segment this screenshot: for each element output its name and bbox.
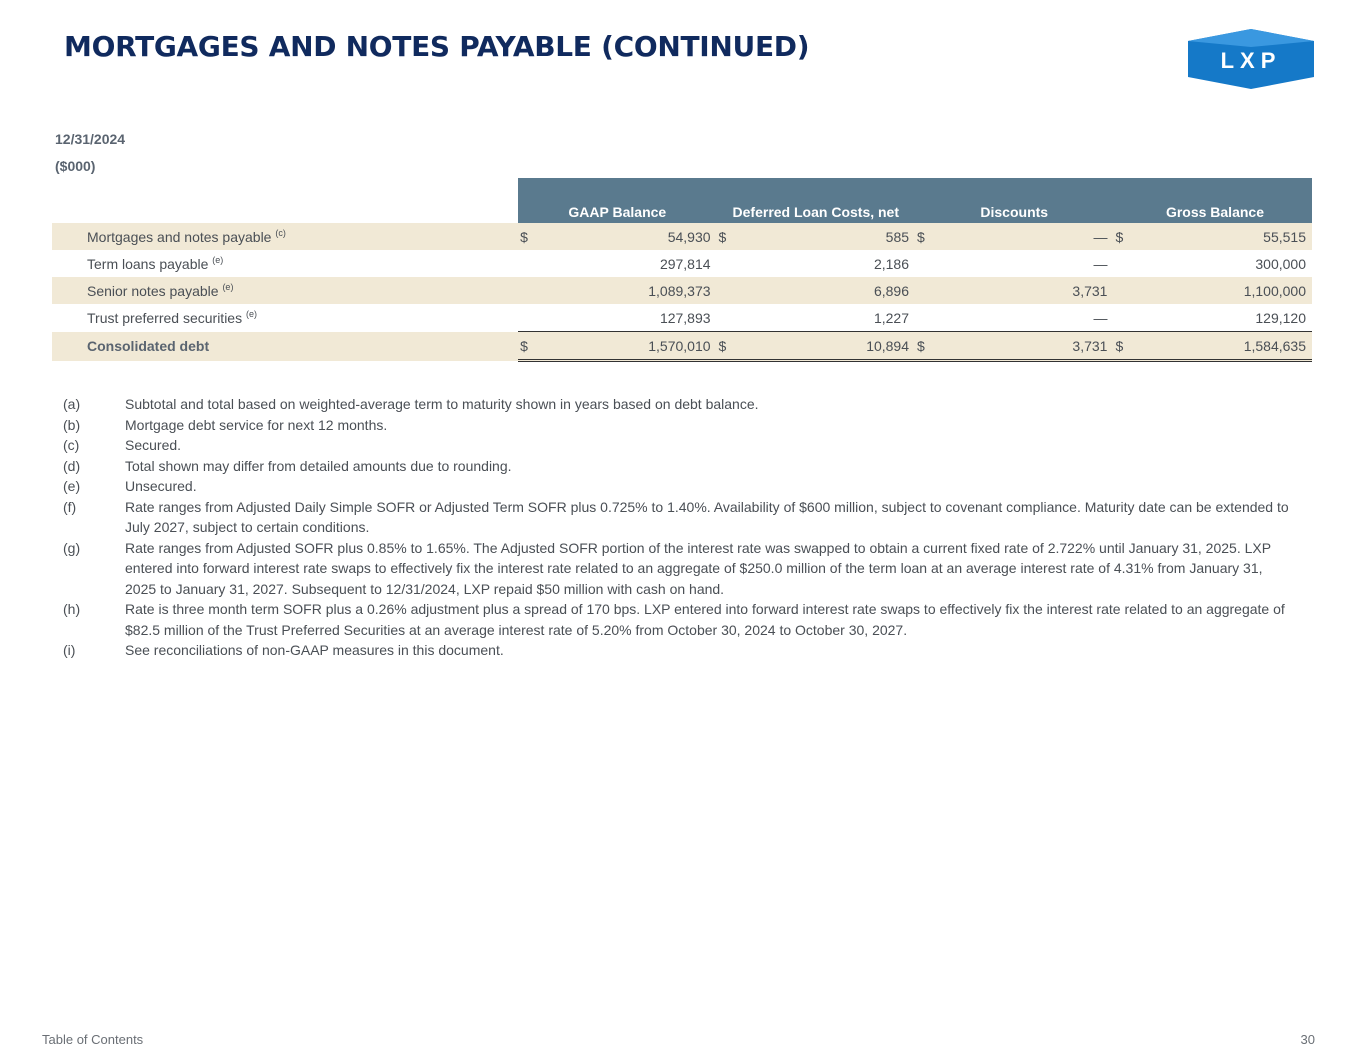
currency-symbol bbox=[717, 250, 738, 277]
currency-symbol: $ bbox=[717, 223, 738, 250]
footnote bbox=[63, 538, 1293, 600]
footnote-ref: (e) bbox=[245, 308, 257, 319]
footnotes bbox=[63, 394, 1293, 661]
page-number: 30 bbox=[1300, 1032, 1315, 1047]
gross-balance-cell: 129,120 bbox=[1255, 309, 1306, 326]
currency-symbol bbox=[1113, 304, 1134, 332]
footnote bbox=[63, 435, 1293, 456]
row-label: Senior notes payable $^{(e)}$ bbox=[52, 277, 518, 304]
discounts-cell: — bbox=[1093, 309, 1108, 326]
footnote-text: Subtotal and total based on weighted-average term to maturity shown in years based on debt balance. bbox=[125, 396, 759, 412]
currency-symbol: $ bbox=[717, 332, 738, 361]
footnote bbox=[63, 415, 1293, 436]
gross-balance-total: 1,584,635 bbox=[1135, 332, 1312, 361]
footnote-text: Rate ranges from Adjusted Daily Simple SOFR or Adjusted Term SOFR plus 0.725% to 1.40%. Availability of $600 million, subject to covenant compliance. Maturity date can be extended to July 2027, subject to certain conditions. bbox=[125, 498, 1289, 535]
footnote-marker: (g) bbox=[63, 539, 81, 556]
discounts-total: 3,731 bbox=[936, 332, 1113, 361]
footnote-marker: (d) bbox=[63, 457, 81, 474]
currency-symbol bbox=[518, 250, 539, 277]
deferred-costs-total: 10,894 bbox=[738, 332, 915, 361]
footnote bbox=[63, 497, 1293, 538]
footnote-marker: (h) bbox=[63, 601, 81, 617]
gross-balance-cell: 1,100,000 bbox=[1135, 277, 1312, 304]
footnote bbox=[63, 476, 1293, 497]
footnote-ref: (e) bbox=[212, 254, 224, 265]
footnote-marker: (a) bbox=[63, 396, 81, 412]
date-label: 12/31/2024 bbox=[55, 131, 126, 147]
header-gross-balance: Gross Balance bbox=[1113, 178, 1312, 223]
total-label: Consolidated debt bbox=[52, 332, 518, 361]
logo-text: LXP bbox=[1220, 48, 1282, 73]
header-discounts: Discounts bbox=[915, 178, 1113, 223]
footnote-ref: (e) bbox=[222, 281, 234, 292]
header-blank bbox=[52, 178, 518, 223]
table-row bbox=[52, 223, 1312, 250]
footnote-text: Mortgage debt service for next 12 months. bbox=[125, 416, 388, 433]
deferred-costs-cell: 6,896 bbox=[738, 277, 915, 304]
header-deferred-loan-costs: Deferred Loan Costs, net bbox=[717, 178, 915, 223]
footnote-ref: (c) bbox=[275, 227, 286, 238]
currency-symbol bbox=[1113, 250, 1134, 277]
gaap-balance-cell: 127,893 bbox=[659, 309, 711, 326]
table-header-row bbox=[52, 178, 1312, 223]
table-row bbox=[52, 304, 1312, 332]
table-of-contents-link[interactable]: Table of Contents bbox=[42, 1032, 144, 1047]
footnote-text: Secured. bbox=[125, 437, 182, 453]
footnote-marker: (e) bbox=[63, 478, 81, 494]
lxp-logo bbox=[1188, 29, 1314, 89]
deferred-costs-cell: 2,186 bbox=[873, 255, 910, 272]
currency-symbol bbox=[717, 277, 738, 304]
gross-balance-cell: 300,000 bbox=[1255, 255, 1306, 272]
currency-symbol bbox=[915, 250, 936, 277]
total-row bbox=[52, 332, 1312, 361]
discounts-cell: — bbox=[1093, 255, 1108, 272]
footnote-marker: (f) bbox=[63, 498, 77, 515]
header-gaap-balance: GAAP Balance bbox=[518, 178, 716, 223]
footnote bbox=[63, 640, 1293, 661]
gaap-balance-cell: 1,089,373 bbox=[539, 277, 716, 304]
currency-symbol bbox=[518, 304, 539, 332]
deferred-costs-cell: 585 bbox=[738, 223, 915, 250]
currency-symbol bbox=[717, 304, 738, 332]
currency-symbol bbox=[915, 304, 936, 332]
footnote-text: Unsecured. bbox=[125, 478, 197, 494]
footnote-marker: (c) bbox=[63, 437, 80, 453]
table-row bbox=[52, 250, 1312, 277]
gross-balance-cell: 55,515 bbox=[1135, 223, 1312, 250]
gaap-balance-cell: 54,930 bbox=[539, 223, 716, 250]
footnote-marker: (b) bbox=[63, 416, 81, 433]
currency-symbol: $ bbox=[518, 223, 539, 250]
units-label: ($000) bbox=[55, 158, 96, 174]
discounts-cell: 3,731 bbox=[936, 277, 1113, 304]
debt-table bbox=[52, 178, 1312, 362]
discounts-cell: — bbox=[936, 223, 1113, 250]
deferred-costs-cell: 1,227 bbox=[873, 309, 910, 326]
currency-symbol: $ bbox=[915, 332, 936, 361]
gaap-balance-total: 1,570,010 bbox=[539, 332, 716, 361]
footnote-text: Total shown may differ from detailed amounts due to rounding. bbox=[125, 457, 512, 474]
currency-symbol bbox=[1113, 277, 1134, 304]
currency-symbol: $ bbox=[1113, 223, 1134, 250]
currency-symbol bbox=[518, 277, 539, 304]
row-label: Mortgages and notes payable $^{(c)}$ bbox=[52, 223, 518, 250]
footnote-text: Rate ranges from Adjusted SOFR plus 0.85% to 1.65%. The Adjusted SOFR portion of the interest rate was swapped to obtain a current fixed rate of 2.722% until January 31, 2025. LXP entered into forward interest rate swaps to effectively fix the interest rate related to an aggregate of $250.0 million of the term loan at an average interest rate of 4.31% from January 31, 2025 to January 31, 2027. Subsequent to 12/31/2024, LXP repaid $50 million with cash on hand. bbox=[125, 539, 1271, 597]
row-label: Term loans payable $^{(e)}$ bbox=[87, 254, 224, 272]
footnote bbox=[63, 456, 1293, 477]
table-row bbox=[52, 277, 1312, 304]
currency-symbol: $ bbox=[518, 332, 539, 361]
currency-symbol: $ bbox=[915, 223, 936, 250]
page-title: MORTGAGES AND NOTES PAYABLE (CONTINUED) bbox=[64, 30, 810, 63]
currency-symbol bbox=[915, 277, 936, 304]
footnote bbox=[63, 599, 1293, 640]
footnote-text: Rate is three month term SOFR plus a 0.26% adjustment plus a spread of 170 bps. LXP entered into forward interest rate swaps to effectively fix the interest rate related to an aggregate of $82.5 million of the Trust Preferred Securities at an average interest rate of 5.20% from October 30, 2024 to October 30, 2027. bbox=[125, 601, 1285, 638]
gaap-balance-cell: 297,814 bbox=[659, 255, 711, 272]
row-label: Trust preferred securities $^{(e)}$ bbox=[87, 308, 257, 326]
currency-symbol: $ bbox=[1113, 332, 1134, 361]
footnote bbox=[63, 394, 1293, 415]
footnote-text: See reconciliations of non-GAAP measures in this document. bbox=[125, 642, 504, 658]
footnote-marker: (i) bbox=[63, 642, 76, 658]
